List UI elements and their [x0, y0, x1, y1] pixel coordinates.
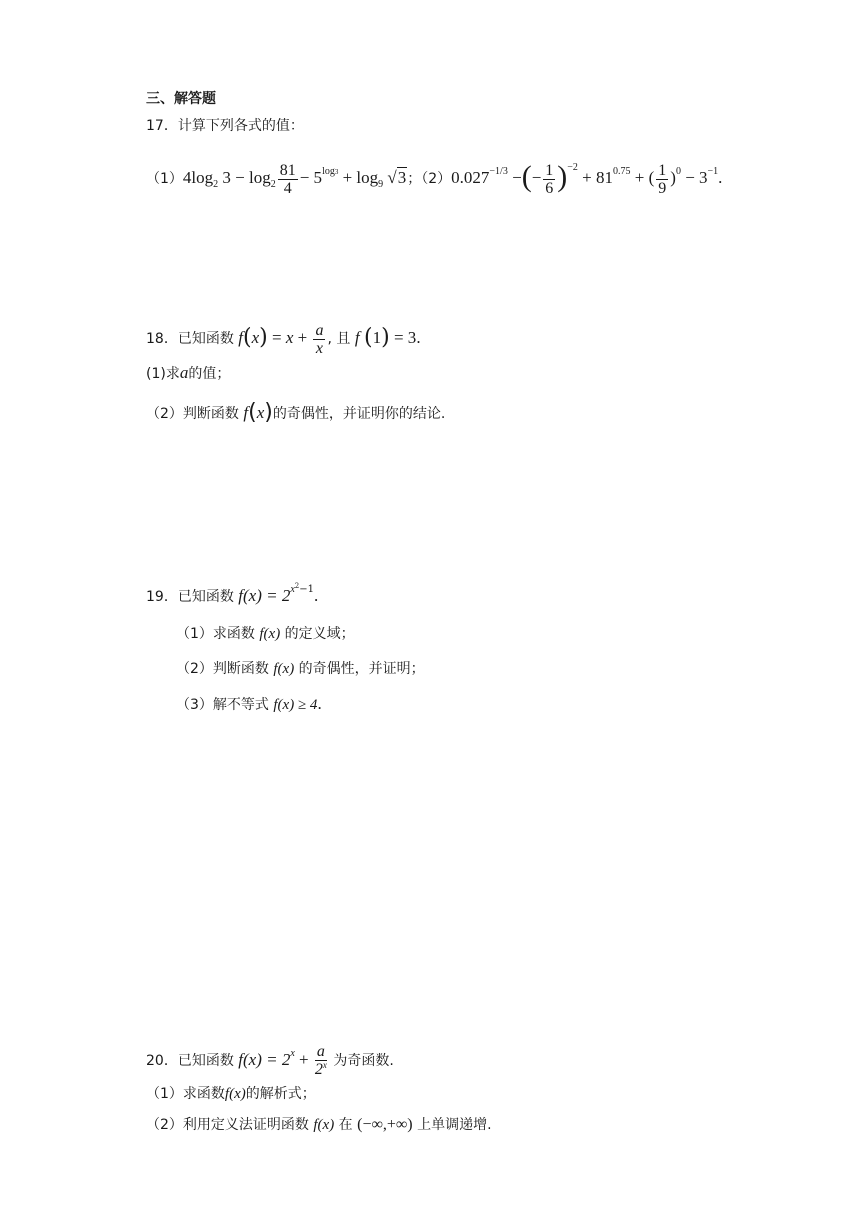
q17-part2-label: （2）: [421, 171, 452, 187]
question-17-formulas: $(1)4\log_2$ $3 - \log_2$ $\frac{81}{4}$ − $5^{log3} + \log_9 √3$；$(2)0.027^{-1/3}$ −(− $\frac{1}{6}$ )$^{-2} + 81^{0.75}$ + ( $\frac{1}{9}$ )$^0 - 3^{-1}$.: [146, 160, 723, 197]
question-20-part1: （1）求函数f(x)的解析式；: [146, 1086, 316, 1102]
q17-part1-expression: $4\log_2$ $3 - \log_2$ $\frac{81}{4}$ − $5^{log3} + \log_9 √3$: [182, 161, 407, 197]
q17-part2-expression: $0.027^{-1/3}$ −(− $\frac{1}{6}$ )$^{-2} + 81^{0.75}$ + ( $\frac{1}{9}$ )$^0 - 3^{-1}$.: [451, 160, 723, 197]
question-17-label: 17．计算下列各式的值：: [146, 118, 304, 134]
question-20-part2: （2）利用定义法证明函数 f(x) 在 (−∞,+∞) 上单调递增.: [146, 1116, 492, 1133]
question-18-stem: 18．已知函数 f(x) = x + $\frac{a}{x}$ , 且 f (1) = 3.: [146, 321, 421, 357]
section-heading: 三、解答题: [146, 91, 216, 107]
question-19-part1: （1）求函数 f(x) 的定义域；: [176, 626, 355, 642]
q17-part1-label: （1）: [146, 171, 183, 187]
question-19-stem: 19．已知函数 $f(x) = 2^{x^2-1}$.: [146, 582, 319, 605]
question-20-stem: 20．已知函数 $f(x) = 2^x$ + $\frac{a}{2^x}$ 为奇函数.: [146, 1042, 394, 1078]
question-18-part1: (1)求a的值；: [146, 363, 231, 382]
question-19-part2: （2）判断函数 f(x) 的奇偶性，并证明；: [176, 661, 425, 677]
question-19-part3: （3）解不等式 f(x) ≥ 4.: [176, 694, 322, 713]
question-18-part2: （2）判断函数 f(x)的奇偶性，并证明你的结论.: [146, 400, 446, 425]
